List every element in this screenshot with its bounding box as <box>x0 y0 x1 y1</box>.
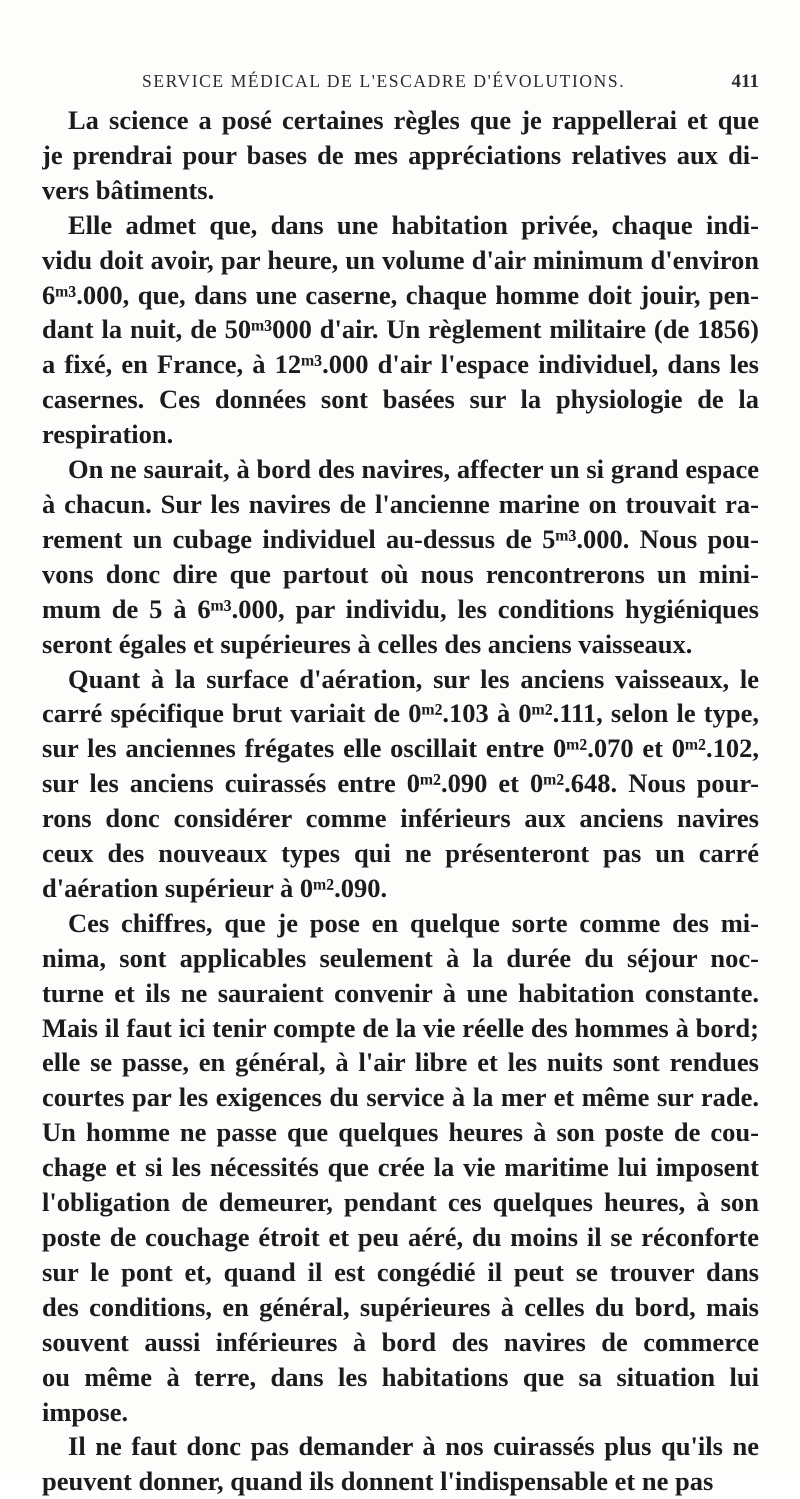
text-line: rement un cubage individuel au-dessus de 5ᵐ³.000. Nous pou- <box>42 523 759 554</box>
text-line: des conditions, en général, supérieures à celles du bord, mais <box>42 1291 759 1322</box>
text-line: a fixé, en France, à 12ᵐ³.000 d'air l'espace individuel, dans les <box>42 349 759 380</box>
text-line: Il ne faut donc pas demander à nos cuirassés plus qu'ils ne <box>68 1431 759 1462</box>
paragraph <box>42 103 759 208</box>
text-line: Mais il faut ici tenir compte de la vie réelle des hommes à bord; <box>42 1012 759 1043</box>
text-line: vons donc dire que partout où nous rencontrerons un mini- <box>42 558 759 589</box>
paragraph <box>42 662 759 906</box>
text-line: rons donc considérer comme inférieurs aux anciens navires <box>42 803 759 834</box>
running-title: SERVICE MÉDICAL DE L'ESCADRE D'ÉVOLUTIONS. <box>142 71 626 91</box>
body-text <box>42 103 759 1499</box>
text-line: nima, sont applicables seulement à la durée du séjour noc- <box>42 942 759 973</box>
text-line: casernes. Ces données sont basées sur la physiologie de la <box>42 384 759 415</box>
text-line: ou même à terre, dans les habitations que sa situation lui <box>42 1361 759 1392</box>
paragraph <box>42 452 759 661</box>
text-line: mum de 5 à 6ᵐ³.000, par individu, les conditions hygiéniques <box>42 593 759 624</box>
text-line: vers bâtiments. <box>42 174 215 205</box>
paragraph <box>42 906 759 1430</box>
text-line: elle se passe, en général, à l'air libre et les nuits sont rendues <box>42 1047 759 1078</box>
text-line: ceux des nouveaux types qui ne présenteront pas un carré <box>42 838 759 869</box>
text-line: 6ᵐ³.000, que, dans une caserne, chaque homme doit jouir, pen- <box>42 279 759 310</box>
text-line: courtes par les exigences du service à la mer et même sur rade. <box>42 1082 759 1113</box>
running-head <box>142 71 759 95</box>
text-line: Quant à la surface d'aération, sur les anciens vaisseaux, le <box>68 663 759 694</box>
text-line: je prendrai pour bases de mes appréciations relatives aux di- <box>42 139 759 170</box>
text-line: sur les anciennes frégates elle oscillait entre 0ᵐ².070 et 0ᵐ².102, <box>42 733 759 764</box>
text-line: chage et si les nécessités que crée la vie maritime lui imposent <box>42 1152 759 1183</box>
text-line: Un homme ne passe que quelques heures à son poste de cou- <box>42 1117 759 1148</box>
paragraph <box>42 1429 759 1499</box>
text-line: carré spécifique brut variait de 0ᵐ².103 à 0ᵐ².111, selon le type, <box>42 698 759 729</box>
text-line: Elle admet que, dans une habitation privée, chaque indi- <box>68 209 759 240</box>
page-number: 411 <box>731 71 759 92</box>
text-line: poste de couchage étroit et peu aéré, du moins il se réconforte <box>42 1222 759 1252</box>
text-line: La science a posé certaines règles que je rappellerai et que <box>68 105 759 135</box>
text-line: à chacun. Sur les navires de l'ancienne marine on trouvait ra- <box>42 488 759 519</box>
text-line: impose. <box>42 1396 129 1427</box>
text-line: l'obligation de demeurer, pendant ces quelques heures, à son <box>42 1187 759 1218</box>
text-line: sur les anciens cuirassés entre 0ᵐ².090 et 0ᵐ².648. Nous pour- <box>42 768 759 799</box>
text-line: d'aération supérieur à 0ᵐ².090. <box>42 872 388 903</box>
text-line: Ces chiffres, que je pose en quelque sorte comme des mi- <box>68 907 759 938</box>
text-line: respiration. <box>42 419 174 450</box>
text-line: dant la nuit, de 50ᵐ³000 d'air. Un règlement militaire (de 1856) <box>42 314 759 345</box>
paragraph <box>42 208 759 452</box>
text-line: souvent aussi inférieures à bord des navires de commerce <box>42 1326 759 1357</box>
text-line: peuvent donner, quand ils donnent l'indispensable et ne pas <box>42 1466 714 1497</box>
text-line: seront égales et supérieures à celles des anciens vaisseaux. <box>42 628 693 659</box>
text-line: vidu doit avoir, par heure, un volume d'air minimum d'environ <box>42 244 759 275</box>
text-line: On ne saurait, à bord des navires, affecter un si grand espace <box>68 454 759 485</box>
text-line: turne et ils ne sauraient convenir à une habitation constante. <box>42 977 759 1008</box>
text-line: sur le pont et, quand il est congédié il peut se trouver dans <box>42 1256 759 1287</box>
